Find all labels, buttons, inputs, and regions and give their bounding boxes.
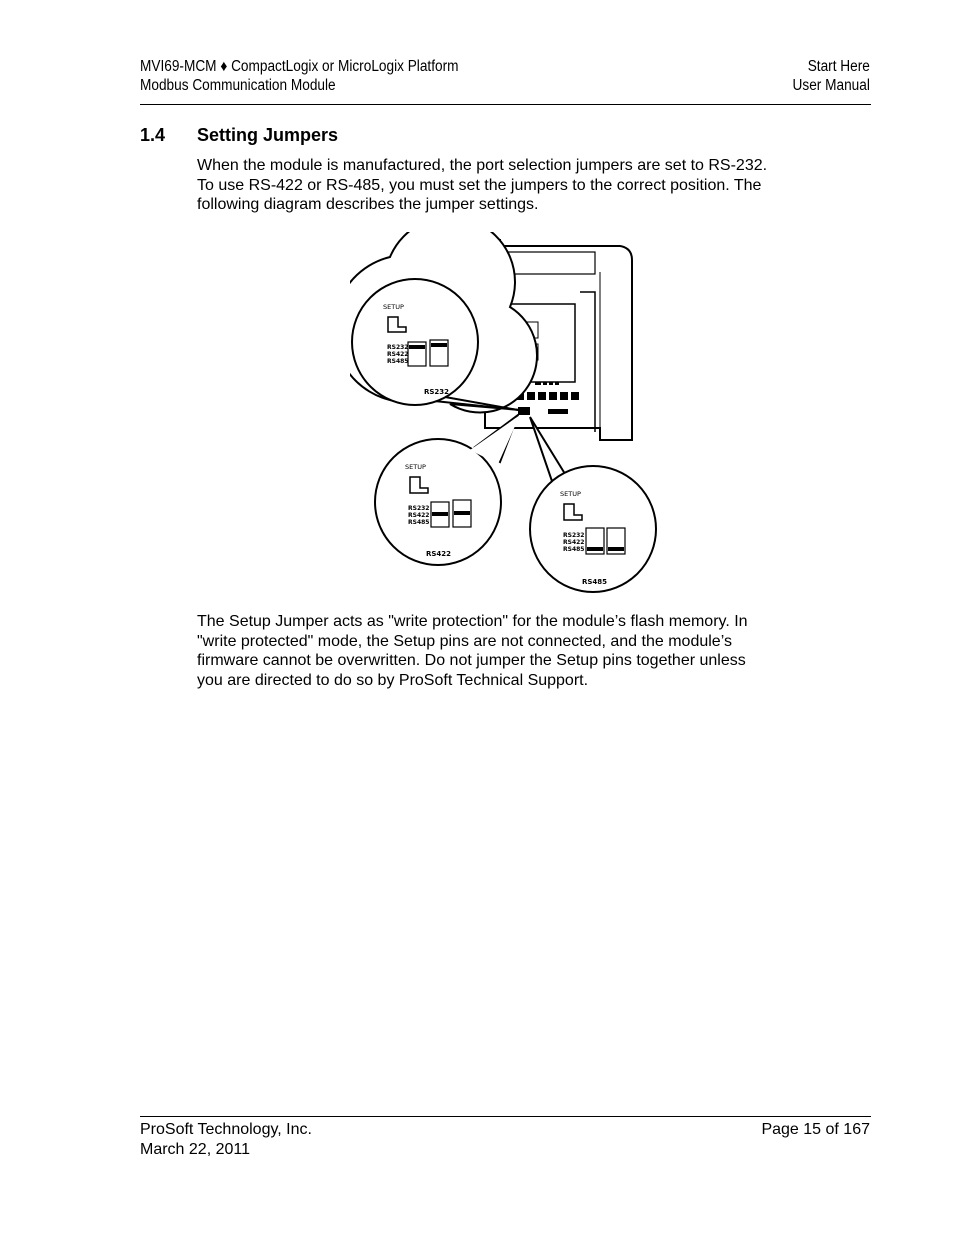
intro-paragraph xyxy=(197,156,817,215)
mode-label-rs485: RS485 xyxy=(387,358,409,365)
page-number: Page 15 of 167 xyxy=(761,1121,870,1138)
header-manual-type: User Manual xyxy=(792,77,870,94)
callout-label-rs422: RS422 xyxy=(426,550,452,558)
intro-line: To use RS-422 or RS-485, you must set the jumpers to the correct position. The xyxy=(197,176,762,194)
svg-text:RS422: RS422 xyxy=(563,539,585,546)
header-left xyxy=(140,57,459,95)
section-number: 1.4 xyxy=(140,125,166,145)
footer-right xyxy=(761,1120,870,1140)
footer-company: ProSoft Technology, Inc. xyxy=(140,1121,312,1138)
header-right xyxy=(793,57,870,95)
intro-line: When the module is manufactured, the port selection jumpers are set to RS-232. xyxy=(197,157,768,174)
jumper-diagram xyxy=(350,232,662,596)
callout-label-rs485: RS485 xyxy=(582,578,608,586)
svg-text:RS232: RS232 xyxy=(408,505,430,512)
setup-line: firmware cannot be overwritten. Do not jumper the Setup pins together unless xyxy=(197,652,746,669)
setup-label: SETUP xyxy=(383,303,404,311)
mode-label-rs232: RS232 xyxy=(387,344,409,351)
setup-line: The Setup Jumper acts as "write protection" for the module’s flash memory. In xyxy=(197,613,748,630)
footer-divider xyxy=(140,1116,871,1117)
setup-label: SETUP xyxy=(560,490,581,498)
callout-label-rs232: RS232 xyxy=(424,388,450,396)
setup-label: SETUP xyxy=(405,463,426,471)
svg-text:RS485: RS485 xyxy=(563,546,585,553)
callout-rs485 xyxy=(530,417,656,592)
callout-rs232 xyxy=(350,232,537,413)
setup-line: you are directed to do so by ProSoft Technical Support. xyxy=(197,671,589,689)
intro-line: following diagram describes the jumper settings. xyxy=(197,196,539,213)
callout-rs422 xyxy=(375,415,520,565)
section-heading xyxy=(140,125,338,146)
setup-line: "write protected" mode, the Setup pins are not connected, and the module’s xyxy=(197,632,732,650)
footer-date: March 22, 2011 xyxy=(140,1141,250,1158)
header-chapter: Start Here xyxy=(807,58,870,75)
footer-left xyxy=(140,1120,312,1160)
svg-text:RS232: RS232 xyxy=(563,532,585,539)
setup-jumper-paragraph xyxy=(197,612,817,690)
header-product-title: MVI69-MCM ♦ CompactLogix or MicroLogix Platform xyxy=(140,58,459,75)
svg-text:RS485: RS485 xyxy=(408,519,430,526)
section-title: Setting Jumpers xyxy=(197,125,339,145)
svg-text:RS422: RS422 xyxy=(408,512,430,519)
header-divider xyxy=(140,104,871,105)
header-module-name: Modbus Communication Module xyxy=(140,77,336,94)
mode-label-rs422: RS422 xyxy=(387,351,409,358)
